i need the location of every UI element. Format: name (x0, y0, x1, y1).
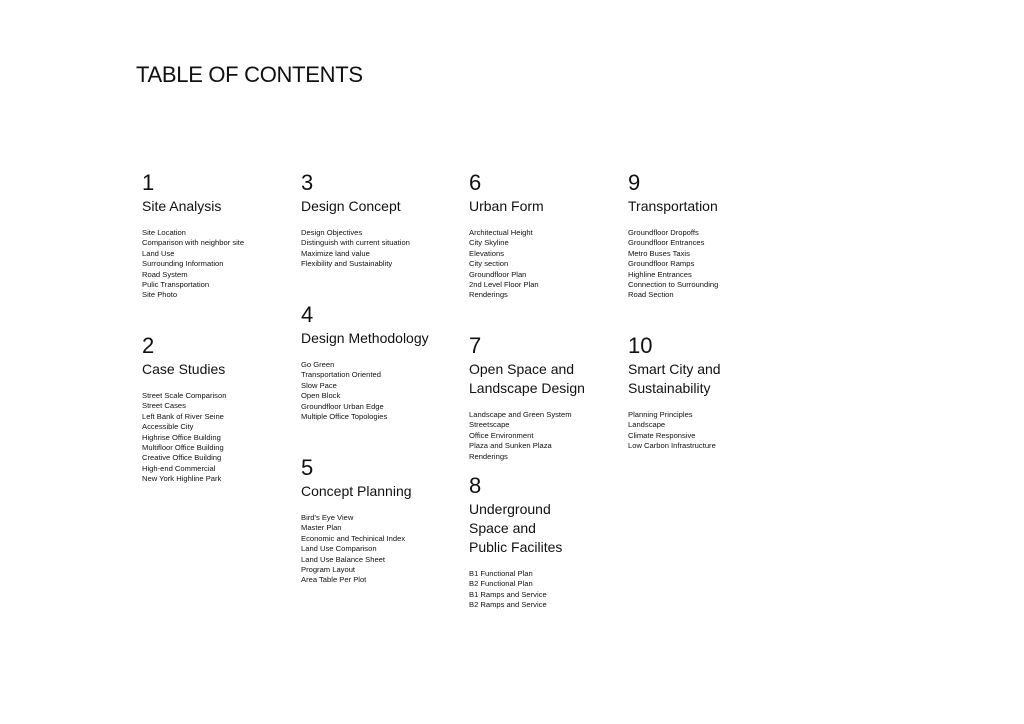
toc-item: City Skyline (469, 238, 509, 248)
section-number: 2 (142, 333, 155, 358)
toc-item: New York Highline Park (142, 474, 222, 484)
toc-item: Street Scale Comparison (142, 391, 227, 400)
toc-item: Land Use Comparison (301, 544, 377, 554)
toc-item: 2nd Level Floor Plan (469, 280, 539, 290)
toc-item: Landscape (628, 420, 666, 430)
toc-item: Climate Responsive (628, 430, 696, 440)
section-number: 7 (469, 333, 482, 358)
toc-section-2 (142, 334, 292, 485)
toc-item: Area Table Per Plot (301, 575, 367, 585)
toc-section-7 (469, 334, 619, 462)
section-items (142, 228, 292, 301)
toc-item: Street Cases (142, 401, 186, 411)
toc-section-8 (469, 474, 619, 611)
toc-item: Renderings (469, 451, 508, 461)
section-items (142, 391, 292, 485)
toc-item: City section (469, 259, 509, 269)
section-heading: Smart City and Sustainability (628, 361, 721, 396)
toc-item: Landscape and Green System (469, 410, 572, 419)
section-items (469, 228, 619, 301)
toc-item: Metro Buses Taxis (628, 248, 690, 258)
toc-item: Multifloor Office Building (142, 443, 224, 453)
toc-item: Road System (142, 269, 188, 279)
toc-item: Architectual Height (469, 228, 533, 237)
toc-item: Connection to Surrounding (628, 280, 719, 290)
toc-item: Groundfloor Dropoffs (628, 228, 699, 237)
toc-item: Groundfloor Entrances (628, 238, 705, 248)
section-heading: Design Concept (301, 198, 401, 214)
section-heading: Case Studies (142, 361, 226, 377)
section-items (628, 410, 778, 452)
section-heading: Urban Form (469, 198, 544, 214)
toc-item: Surrounding Information (142, 259, 224, 269)
section-items (301, 228, 451, 270)
toc-section-4 (301, 303, 451, 422)
toc-item: Renderings (469, 290, 508, 300)
section-heading: Concept Planning (301, 483, 412, 499)
toc-section-1 (142, 171, 292, 301)
toc-item: Site Location (142, 228, 186, 237)
section-heading: Transportation (628, 198, 718, 214)
toc-item: Master Plan (301, 523, 342, 533)
section-heading: Open Space and Landscape Design (469, 361, 585, 396)
toc-item: High-end Commercial (142, 463, 216, 473)
toc-item: Plaza and Sunken Plaza (469, 441, 552, 451)
toc-item: Bird's Eye View (301, 513, 354, 522)
toc-item: Left Bank of River Seine (142, 411, 224, 421)
toc-item: Design Objectives (301, 228, 363, 237)
toc-item: Road Section (628, 290, 674, 300)
toc-item: Highline Entrances (628, 269, 692, 279)
toc-item: Groundfloor Urban Edge (301, 401, 384, 411)
section-number: 5 (301, 455, 314, 480)
toc-item: Go Green (301, 360, 335, 369)
section-items (469, 569, 619, 611)
section-number: 6 (469, 170, 482, 195)
section-items (301, 360, 451, 422)
toc-item: Groundfloor Plan (469, 269, 527, 279)
toc-item: Transportation Oriented (301, 370, 381, 380)
toc-item: Flexibility and Sustainablity (301, 259, 393, 269)
toc-item: Land Use (142, 248, 175, 258)
toc-item: Creative Office Building (142, 453, 222, 463)
toc-item: Groundfloor Ramps (628, 259, 695, 269)
toc-item: Comparison with neighbor site (142, 238, 245, 248)
section-number: 1 (142, 170, 155, 195)
toc-section-3 (301, 171, 451, 270)
toc-item: Open Block (301, 391, 341, 401)
section-items (469, 410, 619, 462)
toc-item: Low Carbon Infrastructure (628, 441, 716, 451)
toc-item: Slow Pace (301, 380, 337, 390)
section-number: 10 (628, 333, 653, 358)
section-heading: Design Methodology (301, 330, 429, 346)
toc-item: Economic and Techinical Index (301, 533, 406, 543)
toc-item: B1 Ramps and Service (469, 589, 547, 599)
toc-item: B2 Functional Plan (469, 579, 533, 589)
toc-item: B1 Functional Plan (469, 569, 533, 578)
toc-item: Site Photo (142, 290, 178, 300)
section-number: 8 (469, 473, 482, 498)
toc-item: Distinguish with current situation (301, 238, 410, 248)
toc-item: Streetscape (469, 420, 510, 430)
page-title: TABLE OF CONTENTS (136, 62, 363, 87)
section-items (301, 513, 451, 586)
toc-item: Accessible City (142, 422, 194, 432)
section-heading: Underground Space and Public Facilites (469, 501, 563, 555)
section-number: 3 (301, 170, 314, 195)
toc-item: Elevations (469, 248, 505, 258)
toc-section-10 (628, 334, 778, 452)
toc-section-6 (469, 171, 619, 301)
toc-item: Pulic Transportation (142, 280, 210, 290)
section-number: 4 (301, 302, 314, 327)
section-items (628, 228, 778, 301)
toc-section-9 (628, 171, 778, 301)
toc-item: Highrise Office Building (142, 432, 221, 442)
toc-item: Program Layout (301, 565, 356, 575)
toc-item: B2 Ramps and Service (469, 600, 547, 610)
toc-section-5 (301, 456, 451, 586)
toc-item: Land Use Balance Sheet (301, 554, 386, 564)
toc-item: Maximize land value (301, 248, 370, 258)
section-heading: Site Analysis (142, 198, 222, 214)
toc-item: Multiple Office Topologies (301, 412, 388, 422)
toc-item: Planning Principles (628, 410, 693, 419)
toc-item: Office Environment (469, 430, 534, 440)
section-number: 9 (628, 170, 641, 195)
